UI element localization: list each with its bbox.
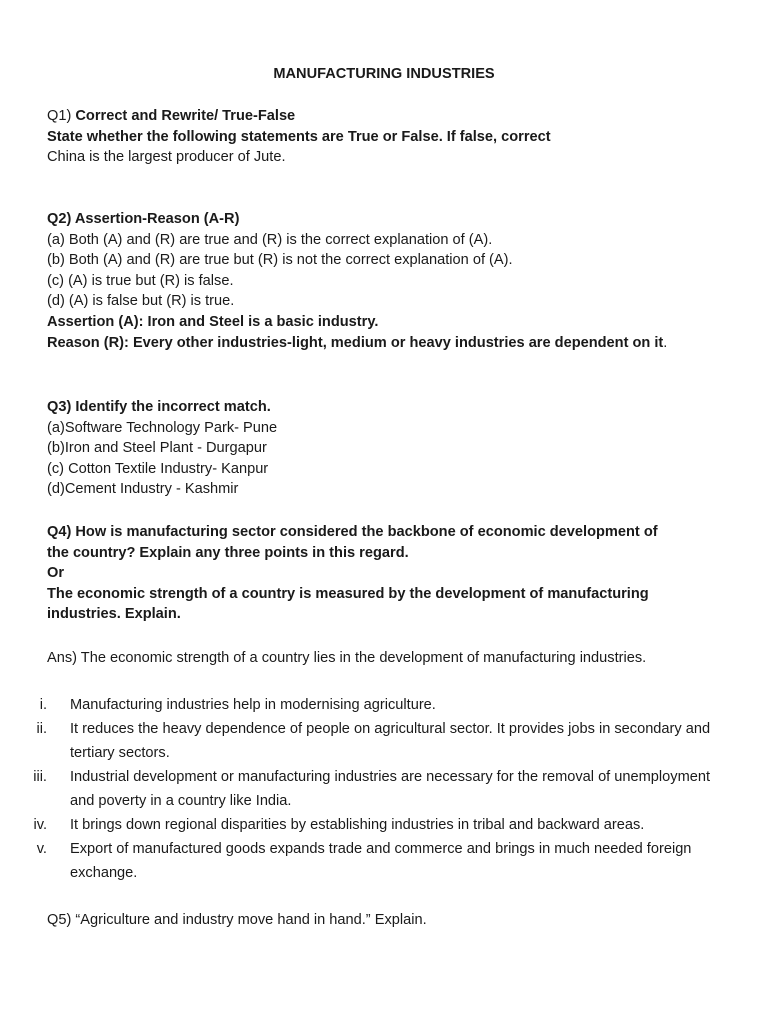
list-item-text: Industrial development or manufacturing industries are necessary for the removal of unemployment and poverty in a country like India. (70, 769, 711, 809)
q3-option-c: (c) Cotton Textile Industry- Kanpur (47, 460, 269, 477)
q2-reason: Reason (R): Every other industries-light, medium or heavy industries are dependent on it (47, 334, 664, 351)
list-item-text: Manufacturing industries help in modernising agriculture. (70, 697, 436, 713)
question-5 (47, 910, 737, 931)
q2-heading: Q2) Assertion-Reason (A-R) (47, 211, 240, 227)
q4-question-line-1: Q4) How is manufacturing sector considered the backbone of economic development of (47, 524, 658, 540)
question-3 (47, 397, 737, 500)
q2-option-d: (d) (A) is false but (R) is true. (47, 293, 235, 310)
question-4 (47, 522, 737, 625)
q2-reason-line (47, 333, 737, 354)
list-item-text: It reduces the heavy dependence of people on agricultural sector. It provides jobs in secondary and tertiary sectors. (70, 721, 711, 761)
q1-prefix: Q1) (47, 108, 72, 124)
q1-instruction: State whether the following statements are True or False. If false, correct (47, 128, 551, 145)
list-item-text: Export of manufactured goods expands trade and commerce and brings in much needed foreign exchange. (70, 841, 692, 881)
q4-question-line-2: the country? Explain any three points in this regard. (47, 544, 409, 561)
q3-option-d: (d)Cement Industry - Kashmir (47, 481, 239, 498)
list-item-number: i. (39, 697, 47, 713)
list-item-number: iv. (33, 817, 47, 833)
list-item (0, 837, 768, 885)
q3-option-b: (b)Iron and Steel Plant - Durgapur (47, 440, 267, 457)
list-item (0, 693, 768, 717)
document-title: MANUFACTURING INDUSTRIES (273, 66, 495, 82)
q4-answer-intro: Ans) The economic strength of a country lies in the development of manufacturing industries. (47, 650, 647, 666)
question-1 (47, 106, 737, 168)
q1-heading-line (47, 106, 737, 127)
list-item (0, 717, 768, 765)
q2-assertion: Assertion (A): Iron and Steel is a basic industry. (47, 313, 379, 330)
list-item (0, 813, 768, 837)
list-item-text: It brings down regional disparities by establishing industries in tribal and backward areas. (70, 817, 645, 833)
question-2 (47, 209, 737, 353)
q4-or: Or (47, 565, 65, 582)
list-item-number: v. (36, 841, 47, 857)
q4-answer-points (0, 693, 768, 885)
q4-alt-line-1: The economic strength of a country is measured by the development of manufacturing (47, 585, 649, 602)
list-item-number: iii. (33, 769, 47, 785)
q5-text: Q5) “Agriculture and industry move hand in hand.” Explain. (47, 912, 427, 928)
q4-alt-line-2: industries. Explain. (47, 606, 181, 623)
list-item-number: ii. (36, 721, 47, 737)
q2-option-c: (c) (A) is true but (R) is false. (47, 272, 234, 289)
q2-option-b: (b) Both (A) and (R) are true but (R) is not the correct explanation of (A). (47, 252, 513, 269)
q1-heading: Correct and Rewrite/ True-False (75, 108, 296, 124)
q1-statement: China is the largest producer of Jute. (47, 149, 286, 166)
q3-heading: Q3) Identify the incorrect match. (47, 399, 271, 415)
q4-answer-intro-block (47, 646, 737, 670)
q2-option-a: (a) Both (A) and (R) are true and (R) is the correct explanation of (A). (47, 231, 493, 248)
list-item (0, 765, 768, 813)
q2-reason-end: . (663, 334, 668, 351)
q3-option-a: (a)Software Technology Park- Pune (47, 419, 278, 436)
